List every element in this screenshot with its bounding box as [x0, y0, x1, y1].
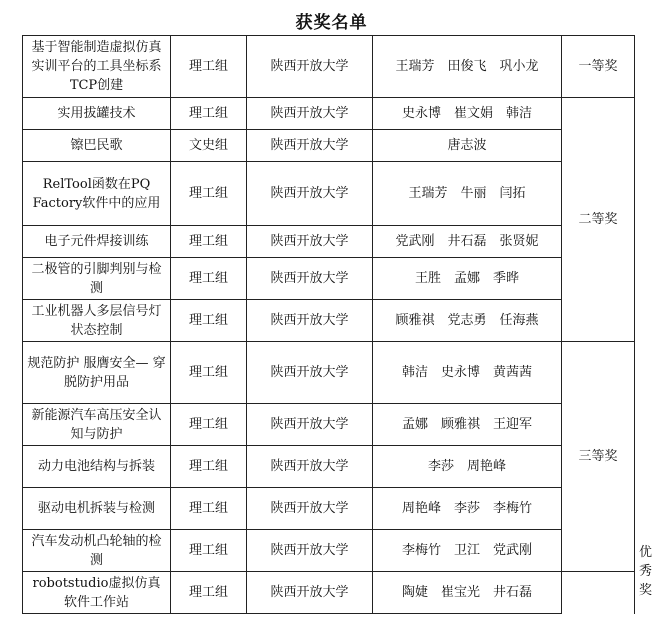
table-row	[23, 258, 635, 300]
table-row	[23, 130, 635, 162]
table-row	[23, 342, 635, 404]
school-cell: 陕西开放大学	[247, 572, 373, 614]
table-row	[23, 404, 635, 446]
prize-level-cell: 三等奖	[562, 342, 635, 572]
awards-table-body	[23, 36, 653, 614]
school-cell: 陕西开放大学	[247, 404, 373, 446]
project-name-cell: 基于智能制造虚拟仿真实训平台的工具坐标系TCP创建	[23, 36, 171, 98]
members-cell: 孟娜 顾雅祺 王迎军	[373, 404, 562, 446]
group-cell: 文史组	[171, 130, 247, 162]
members-cell: 李莎 周艳峰	[373, 446, 562, 488]
group-cell: 理工组	[171, 258, 247, 300]
school-cell: 陕西开放大学	[247, 98, 373, 130]
table-row	[23, 98, 635, 130]
project-name-cell: RelTool函数在PQ Factory软件中的应用	[23, 162, 171, 226]
project-name-cell: 驱动电机拆装与检测	[23, 488, 171, 530]
members-cell: 韩洁 史永博 黄茜茜	[373, 342, 562, 404]
members-cell: 顾雅祺 党志勇 任海燕	[373, 300, 562, 342]
group-cell: 理工组	[171, 404, 247, 446]
project-name-cell: 镲巴民歌	[23, 130, 171, 162]
group-cell: 理工组	[171, 342, 247, 404]
school-cell: 陕西开放大学	[247, 162, 373, 226]
project-name-cell: robotstudio虚拟仿真软件工作站	[23, 572, 171, 614]
project-name-cell: 工业机器人多层信号灯状态控制	[23, 300, 171, 342]
group-cell: 理工组	[171, 162, 247, 226]
members-cell: 周艳峰 李莎 李梅竹	[373, 488, 562, 530]
group-cell: 理工组	[171, 530, 247, 572]
project-name-cell: 新能源汽车高压安全认知与防护	[23, 404, 171, 446]
group-cell: 理工组	[171, 572, 247, 614]
table-row	[23, 572, 635, 614]
table-row	[23, 36, 635, 98]
table-row: 汽车发动机凸轮轴的检测 理工组 陕西开放大学 李梅竹 卫江 党武刚 优秀奖	[23, 530, 635, 572]
project-name-cell: 规范防护 服膺安全— 穿脱防护用品	[23, 342, 171, 404]
prize-level-cell: 二等奖	[562, 98, 635, 342]
prize-level-cell: 一等奖	[562, 36, 635, 98]
school-cell: 陕西开放大学	[247, 530, 373, 572]
group-cell: 理工组	[171, 36, 247, 98]
table-row	[23, 226, 635, 258]
table-row	[23, 446, 635, 488]
school-cell: 陕西开放大学	[247, 488, 373, 530]
table-row	[23, 162, 635, 226]
awards-table	[22, 35, 653, 614]
group-cell: 理工组	[171, 98, 247, 130]
school-cell: 陕西开放大学	[247, 300, 373, 342]
project-name-cell: 电子元件焊接训练	[23, 226, 171, 258]
members-cell: 史永博 崔文娟 韩洁	[373, 98, 562, 130]
group-cell: 理工组	[171, 300, 247, 342]
members-cell: 王瑞芳 田俊飞 巩小龙	[373, 36, 562, 98]
members-cell: 党武刚 井石磊 张贤妮	[373, 226, 562, 258]
table-row	[23, 488, 635, 530]
members-cell: 王瑞芳 牛丽 闫拓	[373, 162, 562, 226]
school-cell: 陕西开放大学	[247, 226, 373, 258]
group-cell: 理工组	[171, 226, 247, 258]
project-name-cell: 动力电池结构与拆装	[23, 446, 171, 488]
group-cell: 理工组	[171, 488, 247, 530]
members-cell: 王胜 孟娜 季晔	[373, 258, 562, 300]
school-cell: 陕西开放大学	[247, 446, 373, 488]
members-cell: 李梅竹 卫江 党武刚	[373, 530, 562, 572]
table-row	[23, 300, 635, 342]
members-cell: 唐志波	[373, 130, 562, 162]
school-cell: 陕西开放大学	[247, 130, 373, 162]
project-name-cell: 二极管的引脚判别与检测	[23, 258, 171, 300]
project-name-cell: 汽车发动机凸轮轴的检测	[23, 530, 171, 572]
members-cell: 陶婕 崔宝光 井石磊	[373, 572, 562, 614]
project-name-cell: 实用拔罐技术	[23, 98, 171, 130]
page-title: 获奖名单	[295, 13, 368, 33]
school-cell: 陕西开放大学	[247, 36, 373, 98]
school-cell: 陕西开放大学	[247, 258, 373, 300]
school-cell: 陕西开放大学	[247, 342, 373, 404]
group-cell: 理工组	[171, 446, 247, 488]
